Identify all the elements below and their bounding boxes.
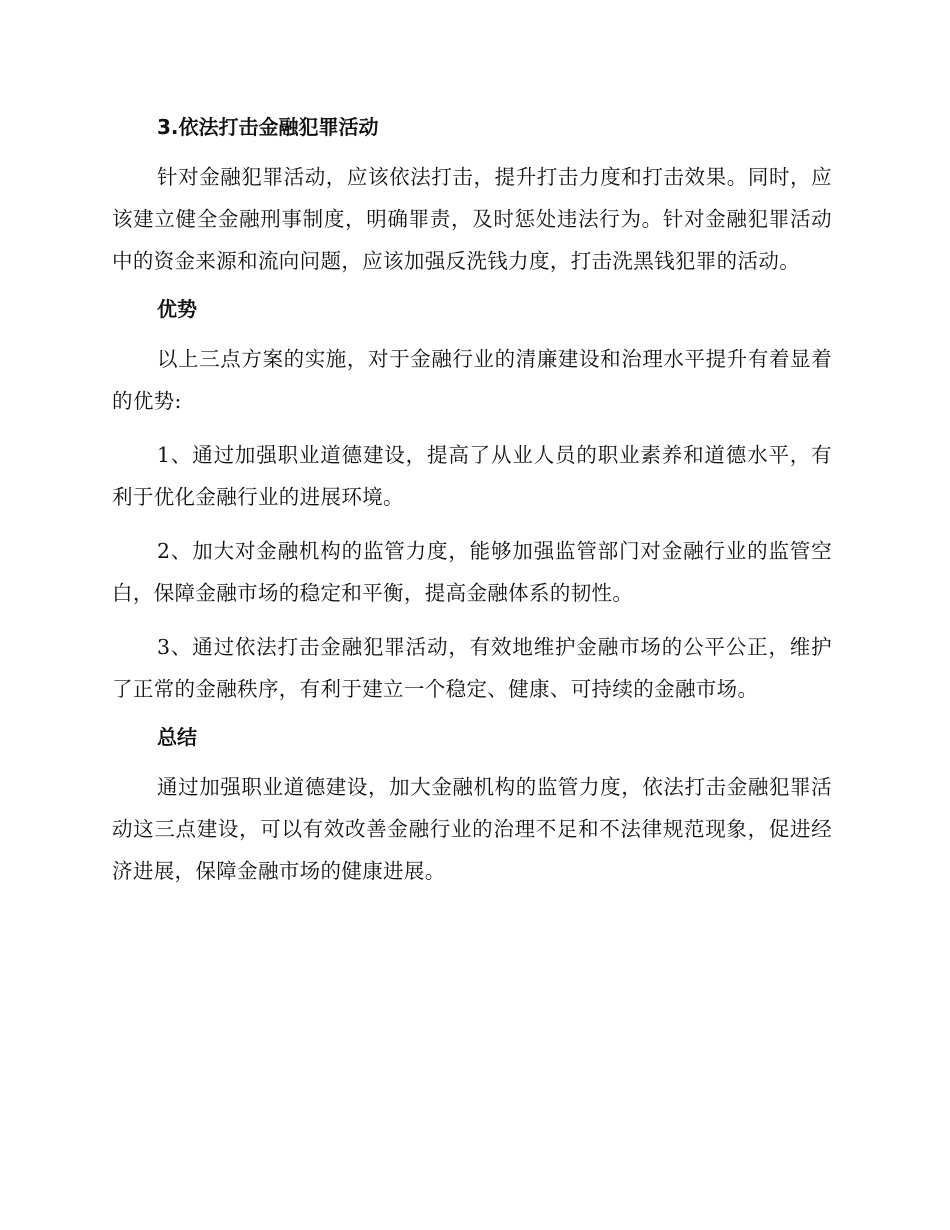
section-heading-summary: 总结 bbox=[157, 725, 197, 749]
section-heading-advantages: 优势 bbox=[157, 297, 197, 321]
advantage-item-2: 2、加大对金融机构的监管力度，能够加强监管部门对金融行业的监管空白，保障金融市场的稳定和平衡，提高金融体系的韧性。 bbox=[112, 539, 832, 605]
section-heading-crime: 3.依法打击金融犯罪活动 bbox=[157, 115, 379, 139]
section-paragraph-crime: 针对金融犯罪活动，应该依法打击，提升打击力度和打击效果。同时，应该建立健全金融刑事制度，明确罪责，及时惩处违法行为。针对金融犯罪活动中的资金来源和流向问题，应该加强反洗钱力度，打击洗黑钱犯罪的活动。 bbox=[112, 165, 832, 273]
advantage-item-1: 1、通过加强职业道德建设，提高了从业人员的职业素养和道德水平，有利于优化金融行业的进展环境。 bbox=[112, 443, 832, 509]
advantage-item-3: 3、通过依法打击金融犯罪活动，有效地维护金融市场的公平公正，维护了正常的金融秩序，有利于建立一个稳定、健康、可持续的金融市场。 bbox=[112, 635, 832, 701]
document-body bbox=[112, 112, 832, 902]
summary-paragraph: 通过加强职业道德建设，加大金融机构的监管力度，依法打击金融犯罪活动这三点建设，可以有效改善金融行业的治理不足和不法律规范现象，促进经济进展，保障金融市场的健康进展。 bbox=[112, 775, 832, 883]
advantages-intro: 以上三点方案的实施，对于金融行业的清廉建设和治理水平提升有着显着的优势: bbox=[112, 347, 832, 413]
